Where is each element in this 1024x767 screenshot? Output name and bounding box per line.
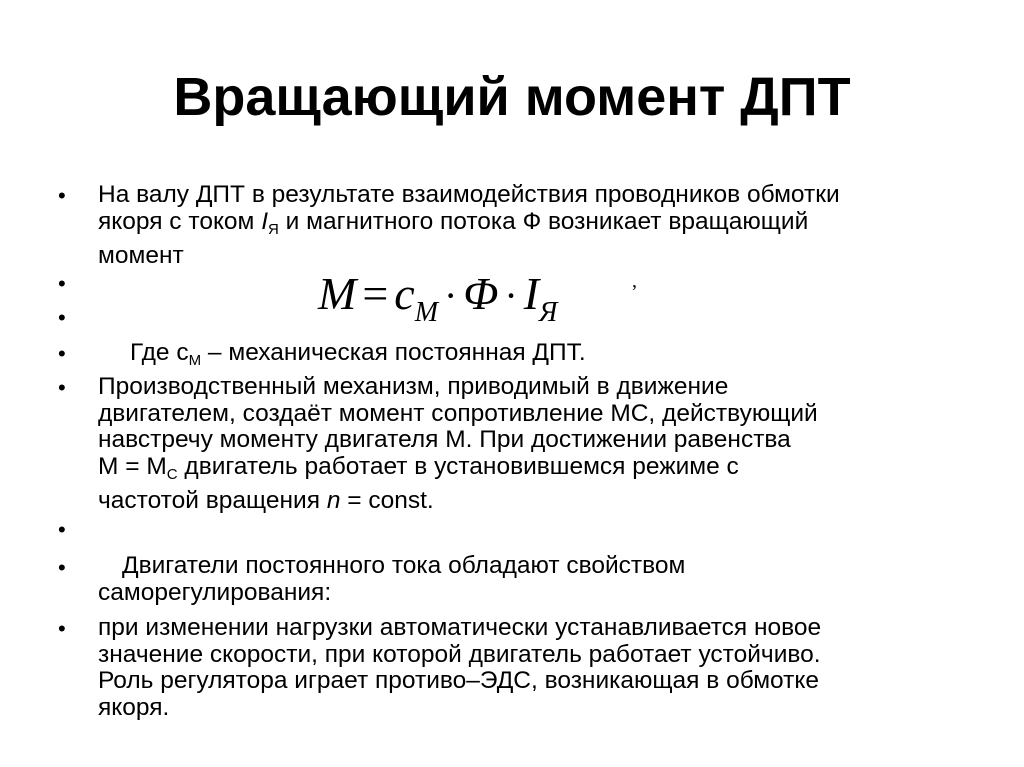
text-run: частотой вращения <box>98 487 327 514</box>
paragraph-line: якоря. <box>98 693 170 721</box>
paragraph-line: Двигатели постоянного тока обладают свойством <box>122 552 686 579</box>
text-run: якоря с током <box>98 207 262 235</box>
torque-formula <box>318 262 557 326</box>
text-run: = const. <box>340 487 434 514</box>
text-run: М = М <box>98 452 167 480</box>
armature-current-symbol: I <box>261 207 269 235</box>
text-run: двигатель работает в установившемся режиме с <box>177 452 739 480</box>
paragraph-line <box>98 454 978 489</box>
formula-comma: , <box>632 270 637 292</box>
paragraph-line: навстречу моменту двигателя М. При достижении равенства <box>98 426 791 453</box>
paragraph-line <box>98 209 978 244</box>
paragraph-load-change <box>98 615 978 721</box>
text-run: Где с <box>130 339 189 366</box>
paragraph-line: двигателем, создаёт момент сопротивление МС, действующий <box>98 399 818 427</box>
load-torque-subscript: С <box>166 465 178 483</box>
paragraph-line: Роль регулятора играет противо–ЭДС, возникающая в обмотке <box>98 667 819 694</box>
bullet-4: • <box>58 341 66 366</box>
formula-constant-subscript: M <box>414 297 439 328</box>
paragraph-line: На валу ДПТ в результате взаимодействия проводников обмотки <box>98 181 840 208</box>
formula-constant-symbol: c <box>394 268 415 319</box>
formula-torque-symbol: M <box>318 268 357 319</box>
slide-title: Вращающий момент ДПТ <box>173 67 851 127</box>
paragraph-self-regulation <box>98 553 978 606</box>
bullet-1: • <box>58 183 66 208</box>
paragraph-torque-origin <box>98 182 978 270</box>
formula-current-symbol: I <box>523 268 540 319</box>
paragraph-line <box>130 340 1010 375</box>
text-run: – механическая постоянная ДПТ. <box>201 339 586 366</box>
paragraph-load-torque <box>98 374 978 515</box>
bullet-2: • <box>58 271 66 296</box>
bullet-3: • <box>58 305 66 330</box>
formula-dot: · <box>504 273 518 318</box>
speed-symbol: n <box>326 487 341 514</box>
paragraph-line: момент <box>98 242 184 269</box>
paragraph-line: Производственный механизм, приводимый в движение <box>98 373 729 400</box>
paragraph-constant-definition <box>130 340 1010 375</box>
formula-equals: = <box>362 268 389 319</box>
paragraph-line: значение скорости, при которой двигатель работает устойчиво. <box>98 640 821 668</box>
text-run: и магнитного потока Ф возникает вращающий <box>278 207 809 235</box>
constant-subscript: М <box>188 352 202 369</box>
formula-current-subscript: Я <box>539 297 558 328</box>
bullet-6: • <box>58 517 66 542</box>
formula-dot: · <box>444 273 458 318</box>
paragraph-line: при изменении нагрузки автоматически устанавливается новое <box>98 614 822 641</box>
paragraph-line: саморегулирования: <box>98 578 332 606</box>
formula-flux-symbol: Φ <box>463 268 499 319</box>
armature-current-subscript: Я <box>268 220 279 238</box>
paragraph-line <box>98 488 978 515</box>
bullet-7: • <box>58 555 66 580</box>
bullet-8: • <box>58 616 66 641</box>
bullet-5: • <box>58 375 66 400</box>
